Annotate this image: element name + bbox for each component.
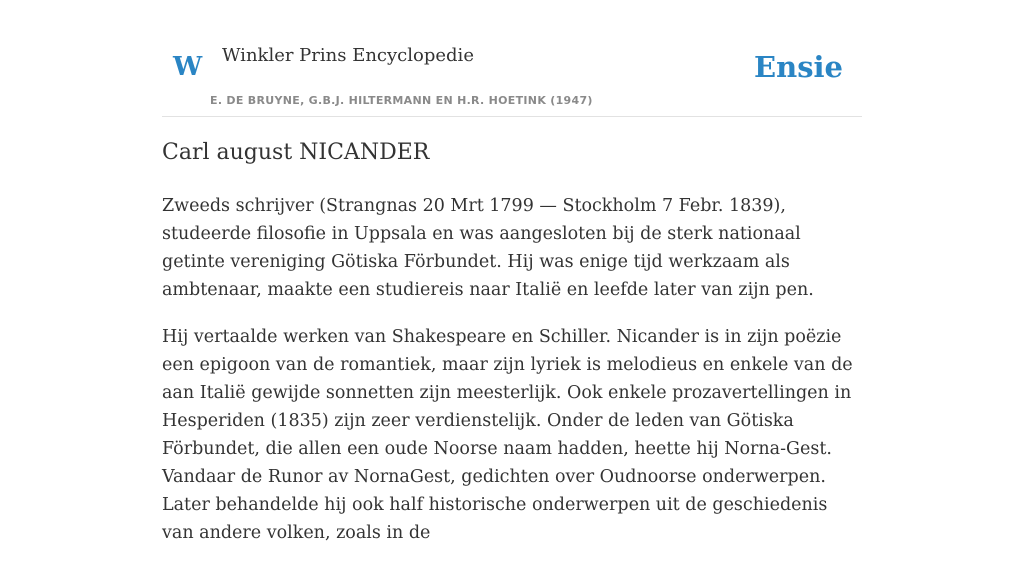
publication-logo[interactable]: W xyxy=(173,52,203,82)
authors-line: E. DE BRUYNE, G.B.J. HILTERMANN EN H.R. HOETINK (1947) xyxy=(210,94,593,107)
article-paragraph: Hij vertaalde werken van Shakespeare en Schiller. Nicander is in zijn poëzie een epigoon van de romantiek, maar zijn lyriek is melodieus en enkele van de aan Italië gewijde sonnetten zijn meesterlijk. Ook enkele prozavertellingen in Hesperiden (1835) zijn zeer verdienstelijk. Onder de leden van Götiska Förbundet, die allen een oude Noorse naam hadden, heette hij Norna-Gest. Vandaar de Runor av NornaGest, gedichten over Oudnoorse onderwerpen. Later behandelde hij ook half historische onderwerpen uit de geschiedenis van andere volken, zoals in de xyxy=(162,327,853,543)
header xyxy=(162,0,862,117)
brand-logo[interactable]: Ensie xyxy=(754,50,843,84)
page xyxy=(162,0,862,543)
article-body xyxy=(162,192,862,566)
article-paragraph: Zweeds schrijver (Strangnas 20 Mrt 1799 — Stockholm 7 Febr. 1839), studeerde filosofie in Uppsala en was aangesloten bij de sterk nationaal getinte vereniging Götiska Förbundet. Hij was enige tijd werkzaam als ambtenaar, maakte een studiereis naar Italië en leefde later van zijn pen. xyxy=(162,196,814,300)
article-title: Carl august NICANDER xyxy=(162,140,430,165)
publication-title[interactable]: Winkler Prins Encyclopedie xyxy=(222,45,474,66)
